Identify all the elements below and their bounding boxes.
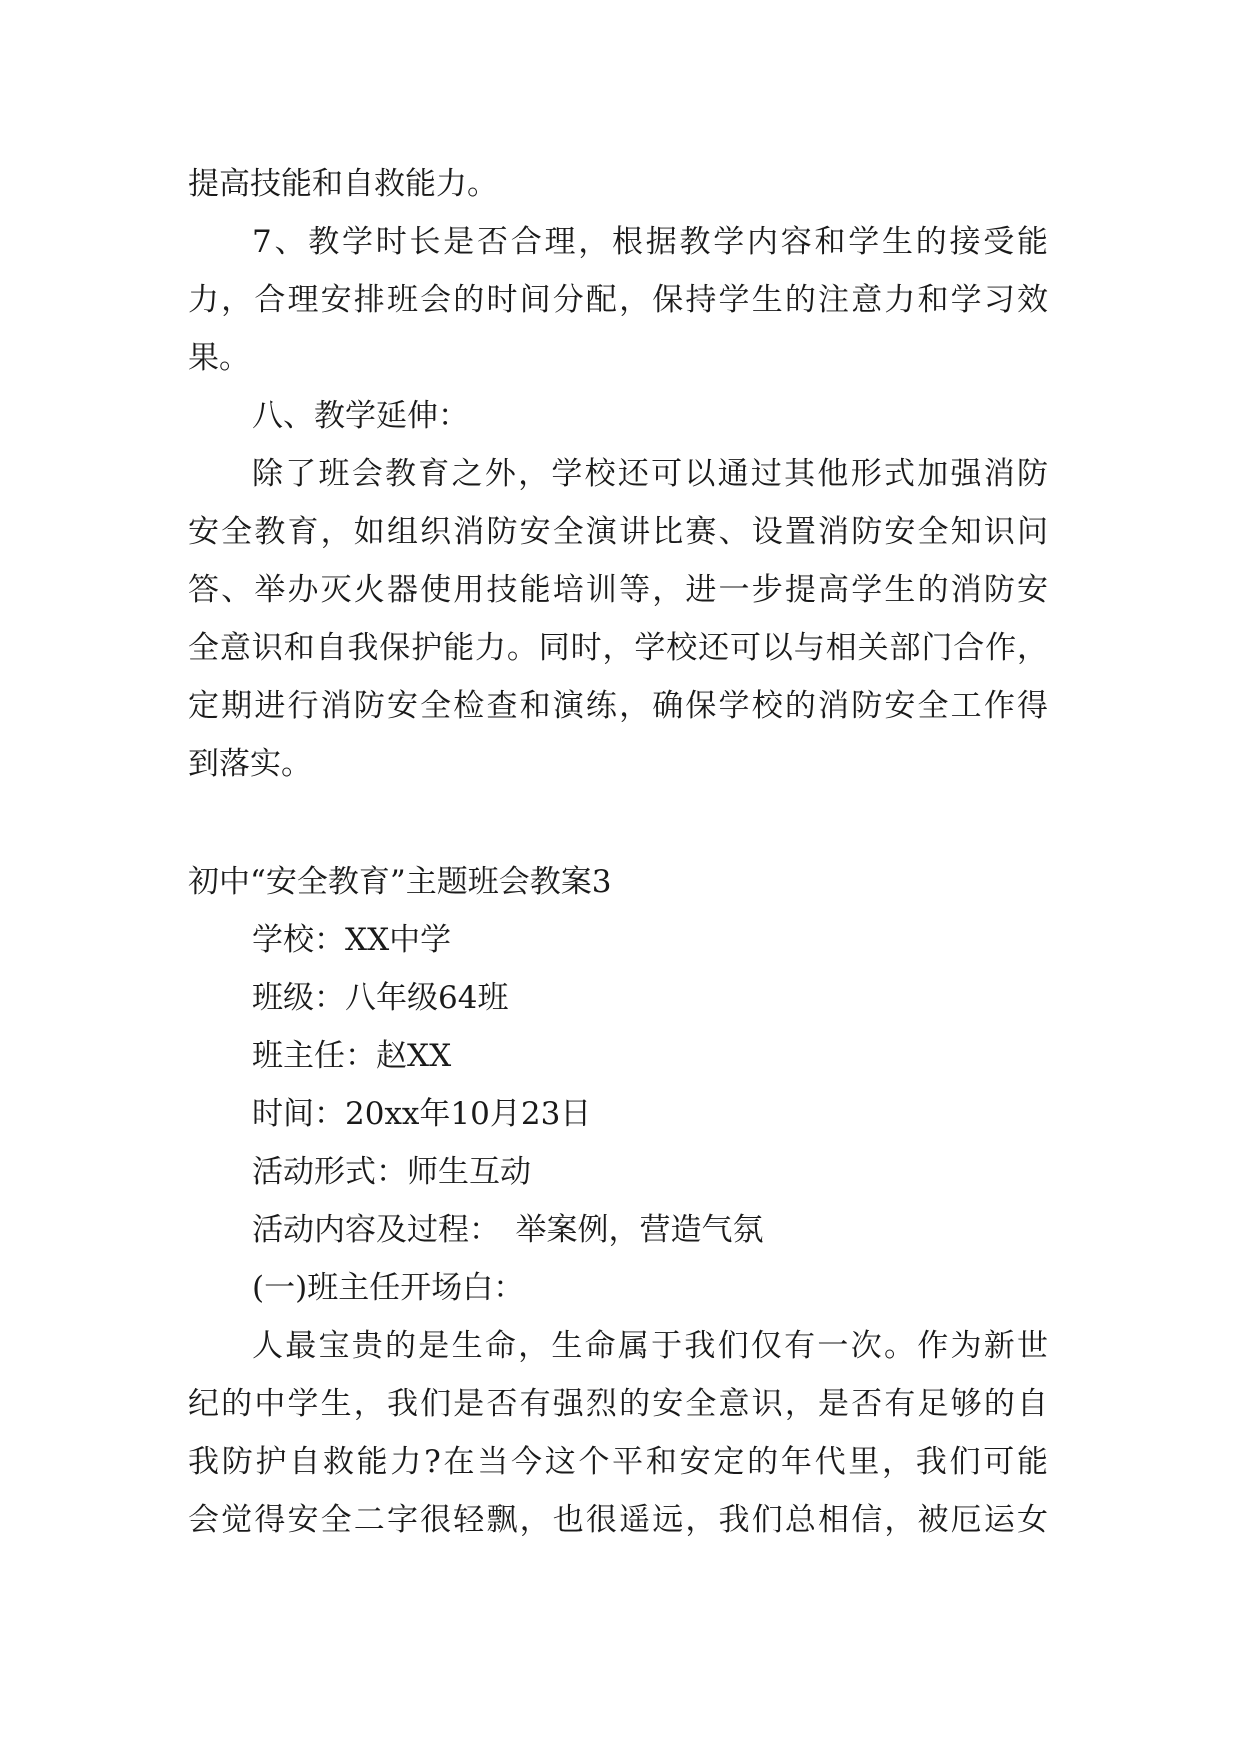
document-title: 初中“安全教育”主题班会教案3 xyxy=(188,864,612,900)
info-line-content: 活动内容及过程： 举案例，营造气氛 xyxy=(252,1212,764,1248)
info-line-school: 学校：XX中学 xyxy=(252,922,452,958)
section-heading: 八、教学延伸： xyxy=(252,398,469,434)
paragraph-line: 安全教育，如组织消防安全演讲比赛、设置消防安全知识问 xyxy=(188,514,1048,550)
paragraph-line: 定期进行消防安全检查和演练，确保学校的消防安全工作得 xyxy=(188,688,1048,724)
paragraph-line: 人最宝贵的是生命，生命属于我们仅有一次。作为新世 xyxy=(252,1328,1048,1364)
info-line-teacher: 班主任：赵XX xyxy=(252,1038,452,1074)
paragraph-line: 答、举办灭火器使用技能培训等，进一步提高学生的消防安 xyxy=(188,572,1048,608)
paragraph-line: 全意识和自我保护能力。同时，学校还可以与相关部门合作， xyxy=(188,630,1048,666)
paragraph-line: 提高技能和自救能力。 xyxy=(188,166,498,202)
paragraph-line: 7、教学时长是否合理，根据教学内容和学生的接受能 xyxy=(252,224,1048,260)
paragraph-line: 果。 xyxy=(188,340,250,376)
info-line-class: 班级：八年级64班 xyxy=(252,980,509,1016)
info-line-time: 时间：20xx年10月23日 xyxy=(252,1096,592,1132)
paragraph-line: 力，合理安排班会的时间分配，保持学生的注意力和学习效 xyxy=(188,282,1048,318)
paragraph-line: 会觉得安全二字很轻飘，也很遥远，我们总相信，被厄运女 xyxy=(188,1502,1048,1538)
section-heading: (一)班主任开场白： xyxy=(252,1270,525,1306)
info-line-format: 活动形式：师生互动 xyxy=(252,1154,531,1190)
paragraph-line: 我防护自救能力?在当今这个平和安定的年代里，我们可能 xyxy=(188,1444,1048,1480)
paragraph-line: 纪的中学生，我们是否有强烈的安全意识，是否有足够的自 xyxy=(188,1386,1048,1422)
paragraph-line: 除了班会教育之外，学校还可以通过其他形式加强消防 xyxy=(252,456,1048,492)
paragraph-line: 到落实。 xyxy=(188,746,312,782)
